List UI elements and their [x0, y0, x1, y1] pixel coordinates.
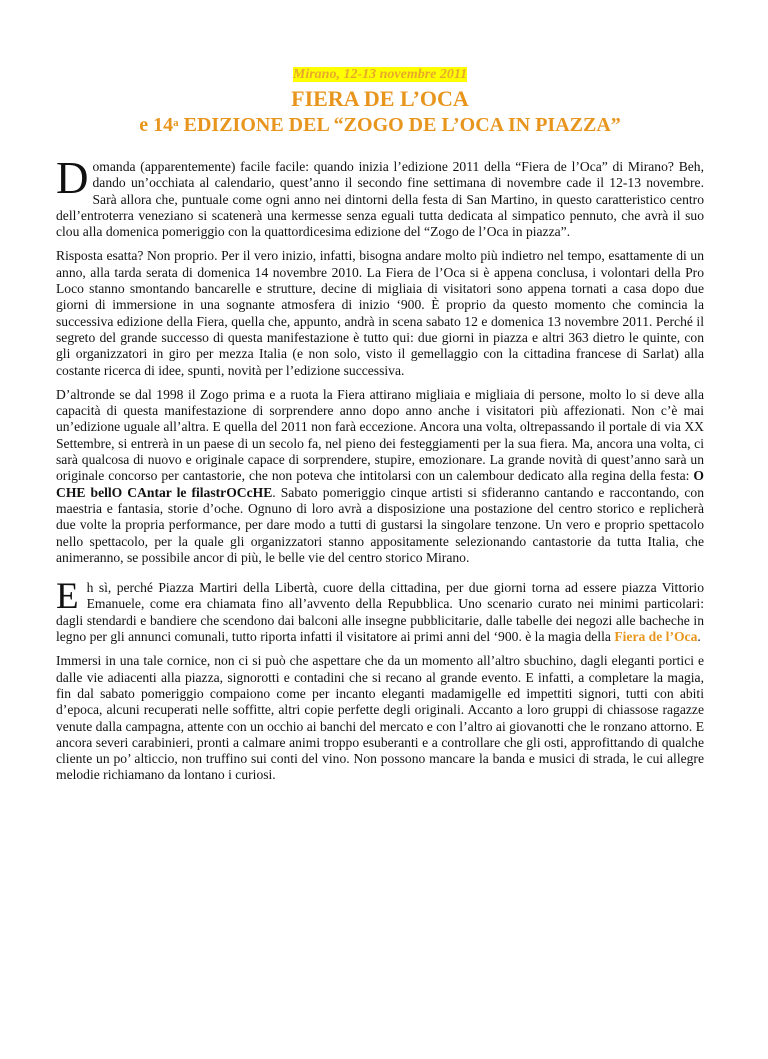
- paragraph-5: Immersi in una tale cornice, non ci si può che aspettare che da un momento all’altro sbuchino, dagli eleganti portici e dalle vie adiacenti alla piazza, signorotti e contadini che si recano al grande evento. E infatti, a completare la magia, fin dal sabato pomeriggio compaiono come per incanto eleganti madamigelle ed impettiti signori, tutti con abiti d’epoca, alcuni recuperati nelle soffitte, altri copie perfette degli originali. Accanto a loro gruppi di chiassose ragazze venute dalla campagna, attente con un occhio ai banchi del mercato e con l’altro ai giovanotti che le ronzano attorno. E ancora severi carabinieri, pronti a calmare animi troppo esuberanti e a controllare che gli osti, approfittando di qualche cliente un po’ alticcio, non truffino sui conti del vino. Non possono mancare la banda e musici di strada, le cui allegre melodie richiamano da lontano i curiosi.: [56, 653, 704, 783]
- paragraph-3-text-a: D’altronde se dal 1998 il Zogo prima e a ruota la Fiera attirano migliaia e migliaia di persone, molto lo si deve alla capacità di questa manifestazione di sorprendere anno dopo anno anche i visitatori più affezionati. Non c’è mai un’edizione uguale all’altra. E quella del 2011 non farà eccezione. Ancora una volta, oltrepassando il portale di via XX Settembre, si entrerà in un paese di un secolo fa, nel pieno dei festeggiamenti per la sua fiera. Ma, ancora una volta, ci sarà qualcosa di nuovo e originale capace di sorprendere, stupire, emozionare. La grande novità di quest’anno sarà un originale concorso per cantastorie, che non poteva che intitolarsi con un calembour dedicato alla regina della festa:: [56, 386, 704, 484]
- paragraph-1: [56, 153, 704, 240]
- paragraph-4-text-a: h sì, perché Piazza Martiri della Libertà, cuore della cittadina, per due giorni torna ad essere piazza Vittorio Emanuele, come era chiamata fino all’avvento della Repubblica. Uno scenario curato nei minimi particolari: dagli stendardi e bandiere che scendono dai balconi alle insegne pubblicitarie, dalle tabelle dei negozi alle bacheche in legno per gli annunci comunali, tutto riporta infatti il visitatore ai primi anni del ‘900. è la magia della: [56, 580, 704, 645]
- subtitle-post: EDIZIONE DEL “ZOGO DE L’OCA IN PIAZZA”: [178, 114, 621, 136]
- contest-name: O CHE bellO CAntar le filastrOCcHE: [56, 468, 704, 500]
- main-title: FIERA DE L’OCA: [291, 86, 469, 111]
- subtitle: [56, 112, 704, 138]
- paragraph-4-text-b: .: [697, 629, 701, 645]
- subtitle-ordinal: a: [173, 117, 179, 129]
- paragraph-3-text-b: . Sabato pomeriggio cinque artisti si sfideranno cantando e raccontando, con maestria e fantasia, storie d’oche. Ognuno di loro avrà a disposizione una postazione del centro storico e replicherà due volte la propria performance, per dare modo a tutti di gustarsi la singolare tenzone. Un vero e proprio spettacolo nello spettacolo, per la quale gli organizzatori stanno appositamente selezionando cantastorie da tutta Italia, che animeranno, se possibile ancor di più, le belle vie del centro storico Mirano.: [56, 484, 704, 565]
- fiera-highlight: Fiera de l’Oca: [614, 629, 698, 645]
- drop-cap-e: E: [56, 576, 79, 618]
- dateline: [56, 65, 704, 84]
- dateline-text: Mirano, 12-13 novembre 2011: [292, 67, 468, 82]
- paragraph-4: [56, 576, 704, 645]
- paragraph-1-text: omanda (apparentemente) facile facile: quando inizia l’edizione 2011 della “Fiera de l’Oca” di Mirano? Beh, dando un’occhiata al calendario, quest’anno il secondo fine settimana di novembre cade il 12-13 novembre. Sarà allora che, puntuale come ogni anno nei dintorni della festa di San Martino, in questo caratteristico centro dell’entroterra veneziano si scatenerà una kermesse senza eguali tutta dedicata al simpatico pennuto, che avrà il suo clou alla domenica pomeriggio con la quattordicesima edizione del “Zogo de l’Oca in piazza”.: [56, 159, 704, 240]
- paragraph-3: [56, 387, 704, 566]
- subtitle-pre: e 14: [139, 114, 174, 136]
- document-page: [0, 65, 768, 1059]
- paragraph-2: Risposta esatta? Non proprio. Per il vero inizio, infatti, bisogna andare molto più indietro nel tempo, esattamente di un anno, alla tarda serata di domenica 14 novembre 2010. La Fiera de l’Oca si è appena conclusa, i volontari della Pro Loco stanno smontando bancarelle e strutture, decine di migliaia di visitatori sono appena tornati a casa dopo due giorni di immersione in una sognante atmosfera di inizio ‘900. È proprio da questo momento che comincia la successiva edizione della Fiera, quella che, appunto, andrà in scena sabato 12 e domenica 13 novembre 2011. Perché il segreto del grande successo di questa manifestazione è tutto qui: due giorni in piazza e altri 363 dietro le quinte, con gli organizzatori in giro per mezza Italia (e non solo, visto il gemellaggio con la cittadina francese di Sarlat) alla costante ricerca di idee, spunti, novità per l’edizione successiva.: [56, 248, 704, 378]
- drop-cap-d: D: [56, 153, 89, 203]
